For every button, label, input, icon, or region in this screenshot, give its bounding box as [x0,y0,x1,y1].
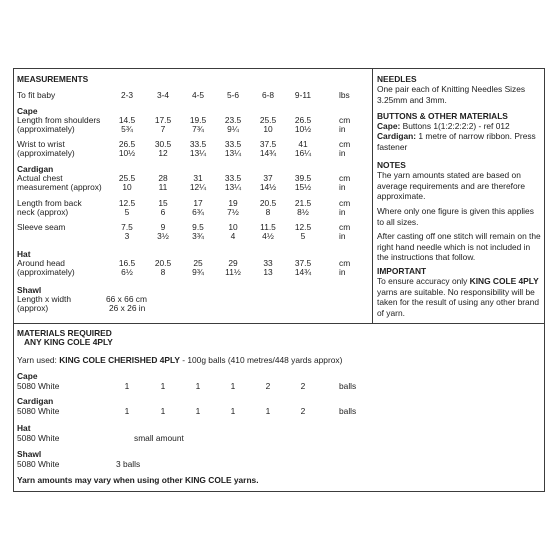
yarn-detail: - 100g balls (410 metres/448 yards approx) [182,355,343,365]
value-cm: 31 [193,173,203,183]
value-in: 7 [160,124,166,134]
value-in: 14¾ [294,267,312,277]
value-in: 10½ [294,124,312,134]
column-divider [372,68,373,324]
yarn-used [17,355,342,365]
balls-value: 1 [160,381,166,391]
value-cm: 23.5 [224,115,242,125]
yarn-name: KING COLE CHERISHED 4PLY [59,355,180,365]
material-color: 5080 White [17,381,60,391]
important-heading: IMPORTANT [377,266,427,276]
value-in: 10 [122,182,132,192]
value-in: 11½ [225,267,241,277]
size-5: 6-8 [261,90,275,100]
value-in: 9¾ [192,267,204,277]
notes-heading: NOTES [377,160,406,170]
value-in: 10 [263,124,273,134]
cardigan-heading: Cardigan [17,164,54,174]
balls-value: 2 [265,381,271,391]
value-in: 12¼ [189,182,207,192]
value-cm: 33.5 [224,173,242,183]
value-in: 15½ [294,182,312,192]
materials-heading: MATERIALS REQUIRED [17,328,112,338]
material-color: 5080 White [17,433,60,443]
size-3: 4-5 [191,90,205,100]
value-cm: 26.5 [118,139,136,149]
value-in: 6¾ [192,207,204,217]
shawl-label: Length x width [17,294,72,304]
value-cm: 37.5 [259,139,277,149]
notes-paragraph: After casting off one stitch will remain on the right hand needle which is not included in the instructions that follow. [377,231,541,263]
row-label: Wrist to wrist [17,139,65,149]
cape-buttons-text: Buttons 1(1:2:2:2:2) - ref 012 [402,121,510,131]
value-in: 5 [124,207,130,217]
balls-value: 1 [230,406,236,416]
value-cm: 14.5 [118,115,136,125]
cardigan-materials-label: Cardigan: [377,131,417,141]
row-label: Length from shoulders [17,115,101,125]
value-cm: 33.5 [224,139,242,149]
value-cm: 25.5 [118,173,136,183]
balls-value: 1 [124,381,130,391]
value-cm: 28 [158,173,168,183]
value-in: 5 [300,231,306,241]
unit-in: in [339,207,346,217]
balls-value: 1 [195,381,201,391]
row-label-sub: neck (approx) [17,207,69,217]
value-in: 5¾ [121,124,133,134]
value-cm: 29 [228,258,238,268]
notes-paragraph: The yarn amounts stated are based on average requirements and are therefore approximate. [377,170,526,202]
shawl-in: 26 x 26 in [109,303,146,313]
cardigan-materials-text: 1 metre of narrow ribbon. Press fastener [377,131,536,152]
value-cm: 20.5 [259,198,277,208]
value-in: 6½ [121,267,133,277]
material-shawl-heading: Shawl [17,449,42,459]
size-4: 5-6 [226,90,240,100]
value-in: 4 [230,231,236,241]
unit-in: in [339,124,346,134]
row-label: Actual chest [17,173,63,183]
fit-unit: lbs [339,90,350,100]
value-cm: 17.5 [154,115,172,125]
value-cm: 26.5 [294,115,312,125]
value-in: 13 [263,267,273,277]
value-cm: 30.5 [154,139,172,149]
materials-footer: Yarn amounts may vary when using other KING COLE yarns. [17,475,259,485]
fit-label: To fit baby [17,90,56,100]
balls-value: 2 [300,381,306,391]
balls-value: 2 [300,406,306,416]
value-in: 7¾ [192,124,204,134]
value-in: 10½ [118,148,136,158]
cape-buttons-label: Cape: [377,121,401,131]
notes-paragraph: Where only one figure is given this applies to all sizes. [377,206,534,227]
important-text [377,276,543,318]
shawl-label-sub: (approx) [17,303,49,313]
value-cm: 9 [160,222,166,232]
value-cm: 15 [158,198,168,208]
important-brand: KING COLE 4PLY [469,276,539,286]
value-in: 8 [265,207,271,217]
value-in: 12 [158,148,168,158]
hat-heading: Hat [17,249,31,259]
value-cm: 17 [193,198,203,208]
balls-value: 1 [160,406,166,416]
value-cm: 33.5 [189,139,207,149]
needles-heading: NEEDLES [377,74,417,84]
material-color: 5080 White [17,406,60,416]
shawl-heading: Shawl [17,285,42,295]
value-in: 14½ [259,182,277,192]
value-in: 3¾ [192,231,204,241]
balls-value: 1 [195,406,201,416]
value-in: 9¼ [227,124,239,134]
important-pre: To ensure accuracy only [377,276,468,286]
value-cm: 19 [228,198,238,208]
size-6: 9-11 [294,90,312,100]
unit-cm: cm [339,258,351,268]
unit-in: in [339,267,346,277]
unit-in: in [339,182,346,192]
balls-unit: balls [339,406,357,416]
measurements-heading: MEASUREMENTS [17,74,89,84]
value-in: 14¾ [259,148,277,158]
material-amount: 3 balls [116,459,141,469]
value-cm: 19.5 [189,115,207,125]
value-in: 8½ [297,207,309,217]
value-in: 13¼ [189,148,207,158]
row-label: Around head [17,258,65,268]
value-cm: 21.5 [294,198,312,208]
value-cm: 41 [298,139,308,149]
material-hat-heading: Hat [17,423,31,433]
row-label: Sleeve seam [17,222,66,232]
material-amount: small amount [134,433,184,443]
value-in: 11 [158,182,168,192]
row-label-sub: (approximately) [17,148,75,158]
value-in: 13¼ [224,182,242,192]
value-cm: 37.5 [294,258,312,268]
cape-buttons [377,121,543,132]
unit-cm: cm [339,222,351,232]
buttons-heading: BUTTONS & OTHER MATERIALS [377,111,508,121]
row-label-sub: measurement (approx) [17,182,102,192]
row-label-sub: (approximately) [17,124,75,134]
balls-value: 1 [265,406,271,416]
material-cardigan-heading: Cardigan [17,396,54,406]
value-cm: 10 [228,222,238,232]
shawl-cm: 66 x 66 cm [106,294,147,304]
important-post: yarns are suitable. No responsibility will be taken for the result of using any other brand of yarn. [377,286,540,318]
value-cm: 39.5 [294,173,312,183]
material-cape-heading: Cape [17,371,38,381]
row-label-sub: (approximately) [17,267,75,277]
value-cm: 9.5 [192,222,204,232]
value-cm: 25 [193,258,203,268]
unit-cm: cm [339,115,351,125]
balls-value: 1 [124,406,130,416]
material-color: 5080 White [17,459,60,469]
materials-subheading: ANY KING COLE 4PLY [24,337,113,347]
yarn-used-label: Yarn used: [17,355,57,365]
value-in: 13¼ [224,148,242,158]
cardigan-materials [377,131,543,152]
value-cm: 20.5 [154,258,172,268]
row-label: Length from back [17,198,82,208]
balls-value: 1 [230,381,236,391]
value-in: 16¼ [294,148,312,158]
unit-in: in [339,231,346,241]
value-cm: 33 [263,258,273,268]
unit-cm: cm [339,139,351,149]
size-1: 2-3 [120,90,134,100]
value-cm: 12.5 [294,222,312,232]
value-in: 3½ [157,231,169,241]
value-cm: 25.5 [259,115,277,125]
balls-unit: balls [339,381,357,391]
section-divider [13,323,545,324]
value-in: 6 [160,207,166,217]
value-in: 8 [160,267,166,277]
needles-text: One pair each of Knitting Needles Sizes 3.25mm and 3mm. [377,84,526,105]
unit-cm: cm [339,198,351,208]
size-2: 3-4 [156,90,170,100]
value-cm: 11.5 [260,222,276,232]
cape-heading: Cape [17,106,38,116]
value-in: 3 [124,231,130,241]
value-cm: 37 [263,173,273,183]
value-cm: 12.5 [118,198,136,208]
value-in: 4½ [262,231,274,241]
unit-cm: cm [339,173,351,183]
unit-in: in [339,148,346,158]
value-cm: 16.5 [118,258,136,268]
value-in: 7½ [227,207,239,217]
value-cm: 7.5 [121,222,133,232]
